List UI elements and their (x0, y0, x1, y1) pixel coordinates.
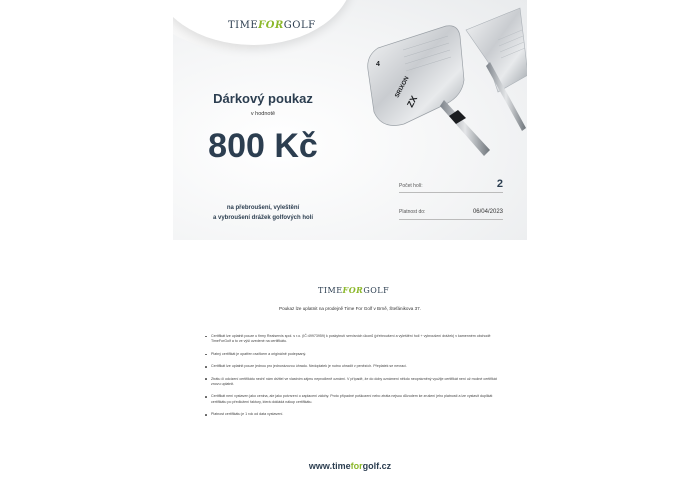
club-brand-text: SRIXON (394, 75, 411, 99)
website-prefix: www.time (308, 461, 351, 471)
club-count-value: 2 (496, 178, 503, 190)
logo-time: TIME (228, 20, 259, 31)
terms-item: Platnost certifikátu je 1 rok od data vystavení. (205, 412, 497, 417)
valid-until-value: 06/04/2023 (472, 209, 503, 215)
website-for: for (350, 461, 363, 471)
logo-for: FOR (258, 20, 284, 31)
voucher-service (173, 203, 353, 223)
voucher-subtitle: v hodnotě (250, 111, 276, 117)
club-number-text: 4 (376, 61, 380, 68)
terms-item: Certifikát není vystaven jako cenina, ale jako potvrzení o zaplacení zálohy. Proto případné poškození nebo ztráta nejsou důvodem ke zrušení jeho platnosti a lze vystavit duplikát certifikátu po předložení faktury, která dokládá nákup certifikátu. (205, 394, 497, 405)
club-count-label: Počet holí: (399, 183, 423, 189)
terms-item: Certifikát lze uplatnit pouze jednou pro jednorázovou úhradu. Nedoplatek je nutno uhradit v penězích. Přeplatek se nevrací. (205, 364, 497, 369)
club-count-field (399, 178, 503, 193)
service-line-2: a vybroušení drážek golfových holí (212, 215, 314, 221)
website-link[interactable] (173, 461, 527, 471)
club-model-text: ZX (404, 94, 420, 109)
valid-until-field (399, 209, 503, 220)
voucher-amount: 800 Kč (208, 127, 318, 165)
service-line-1: na přebroušení, vyleštění (226, 205, 300, 211)
logo-for: FOR (342, 285, 364, 295)
terms-item: Platný certifikát je opatřen razítkem a originálně podepsaný. (205, 352, 497, 357)
terms-item: Certifikát lze uplatnit pouze u firmy Realservis spol. s r.o. (IČ:49973959) k poskytnutí servisních úkonů (přebroušení a vyleštění holí + vybroušení drážek) v kamenném obchodě TimeForGolf a to ve výši uvedené na certifikátu. (205, 334, 497, 345)
terms-list (205, 334, 497, 425)
website-suffix: golf.cz (362, 461, 392, 471)
voucher-title: Dárkový poukaz (213, 91, 313, 106)
logo-time: TIME (318, 286, 343, 295)
logo-middle (318, 285, 389, 295)
voucher-page (173, 0, 527, 500)
valid-until-label: Platnost do: (399, 209, 426, 215)
redeem-info: Poukaz lze uplatnit na prodejně Time For Golf v Brně, Štefánikova 37. (279, 306, 421, 311)
logo-golf: GOLF (283, 20, 316, 31)
golf-clubs-image (348, 0, 527, 175)
terms-item: Ztrátu či odcizení certifikátu nechť nám držitel ve vlastním zájmu neprodleně oznámí. V případě, že do doby oznámení někdo neoprávněný využije certifikát není už možné certifikát znovu uplatnit. (205, 377, 497, 388)
logo-top (228, 20, 316, 31)
logo-golf: GOLF (363, 286, 390, 295)
